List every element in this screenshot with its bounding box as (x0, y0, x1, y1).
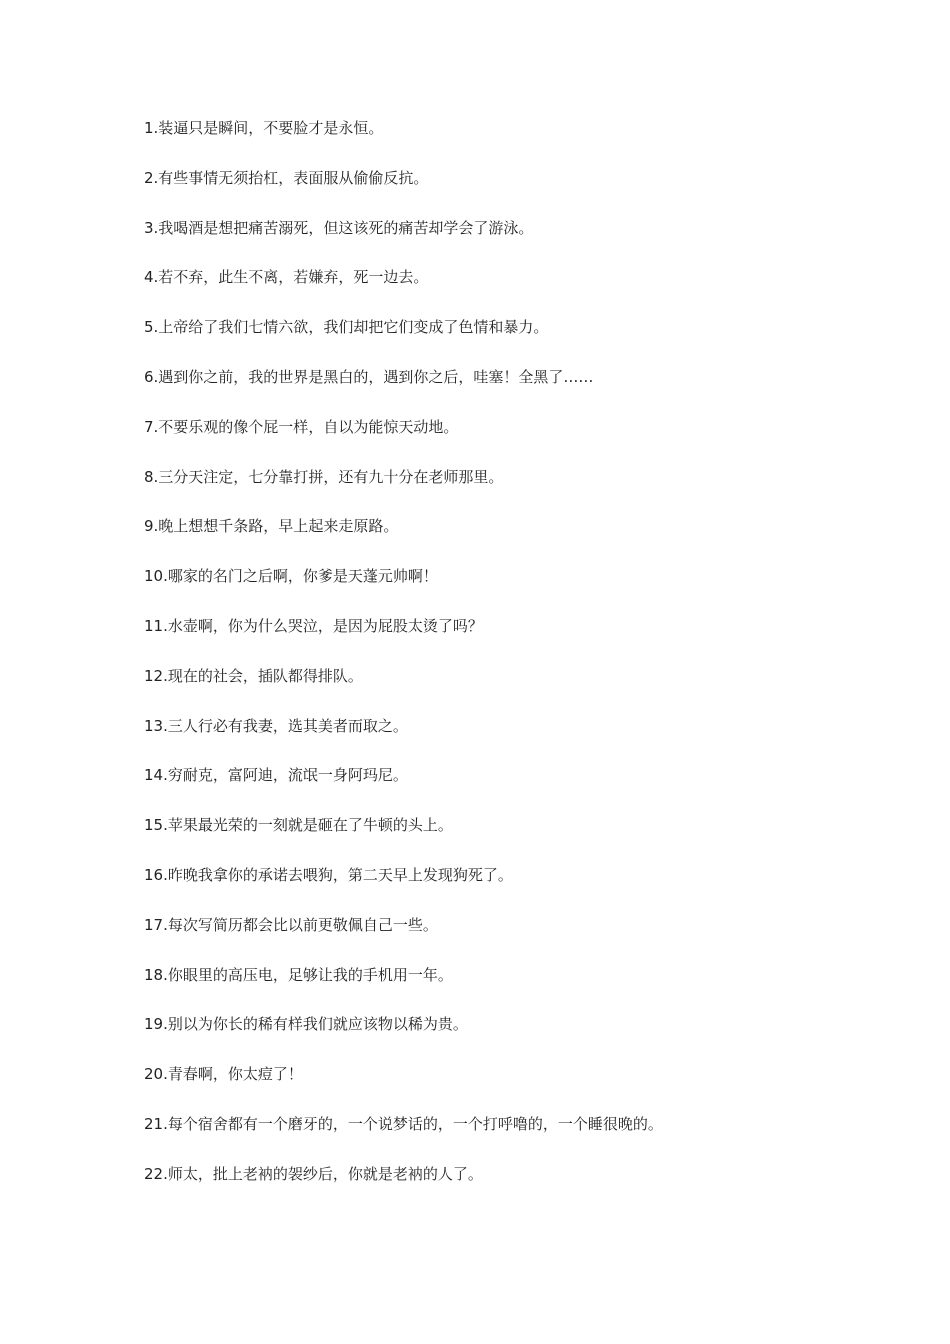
list-item: 8.三分天注定，七分靠打拼，还有九十分在老师那里。 (144, 467, 504, 486)
list-item: 7.不要乐观的像个屁一样，自以为能惊天动地。 (144, 417, 459, 436)
list-item: 16.昨晚我拿你的承诺去喂狗，第二天早上发现狗死了。 (144, 865, 513, 884)
list-item: 11.水壶啊，你为什么哭泣，是因为屁股太烫了吗？ (144, 616, 483, 635)
list-item: 5.上帝给了我们七情六欲，我们却把它们变成了色情和暴力。 (144, 318, 549, 337)
list-item: 20.青春啊，你太痘了！ (144, 1065, 303, 1084)
list-item: 9.晚上想想千条路，早上起来走原路。 (144, 517, 399, 536)
list-item: 2.有些事情无须抬杠，表面服从偷偷反抗。 (144, 168, 429, 187)
list-item: 15.苹果最光荣的一刻就是砸在了牛顿的头上。 (144, 816, 453, 835)
joke-list (144, 114, 904, 1210)
list-item: 18.你眼里的高压电，足够让我的手机用一年。 (144, 965, 453, 984)
list-item: 21.每个宿舍都有一个磨牙的，一个说梦话的，一个打呼噜的，一个睡很晚的。 (144, 1114, 663, 1133)
list-item: 6.遇到你之前，我的世界是黑白的，遇到你之后，哇塞！全黑了…… (144, 367, 594, 386)
list-item: 17.每次写简历都会比以前更敬佩自己一些。 (144, 915, 438, 934)
list-item: 19.别以为你长的稀有样我们就应该物以稀为贵。 (144, 1015, 468, 1034)
list-item: 14.穷耐克，富阿迪，流氓一身阿玛尼。 (144, 766, 408, 785)
list-item: 13.三人行必有我妻，选其美者而取之。 (144, 716, 408, 735)
list-item: 12.现在的社会，插队都得排队。 (144, 666, 363, 685)
list-item: 3.我喝酒是想把痛苦溺死，但这该死的痛苦却学会了游泳。 (144, 218, 534, 237)
list-item: 10.哪家的名门之后啊，你爹是天蓬元帅啊！ (144, 567, 438, 586)
list-item: 22.师太，批上老衲的袈纱后，你就是老衲的人了。 (144, 1164, 483, 1183)
list-item: 4.若不弃，此生不离，若嫌弃，死一边去。 (144, 268, 429, 287)
list-item: 1.装逼只是瞬间，不要脸才是永恒。 (144, 119, 384, 137)
